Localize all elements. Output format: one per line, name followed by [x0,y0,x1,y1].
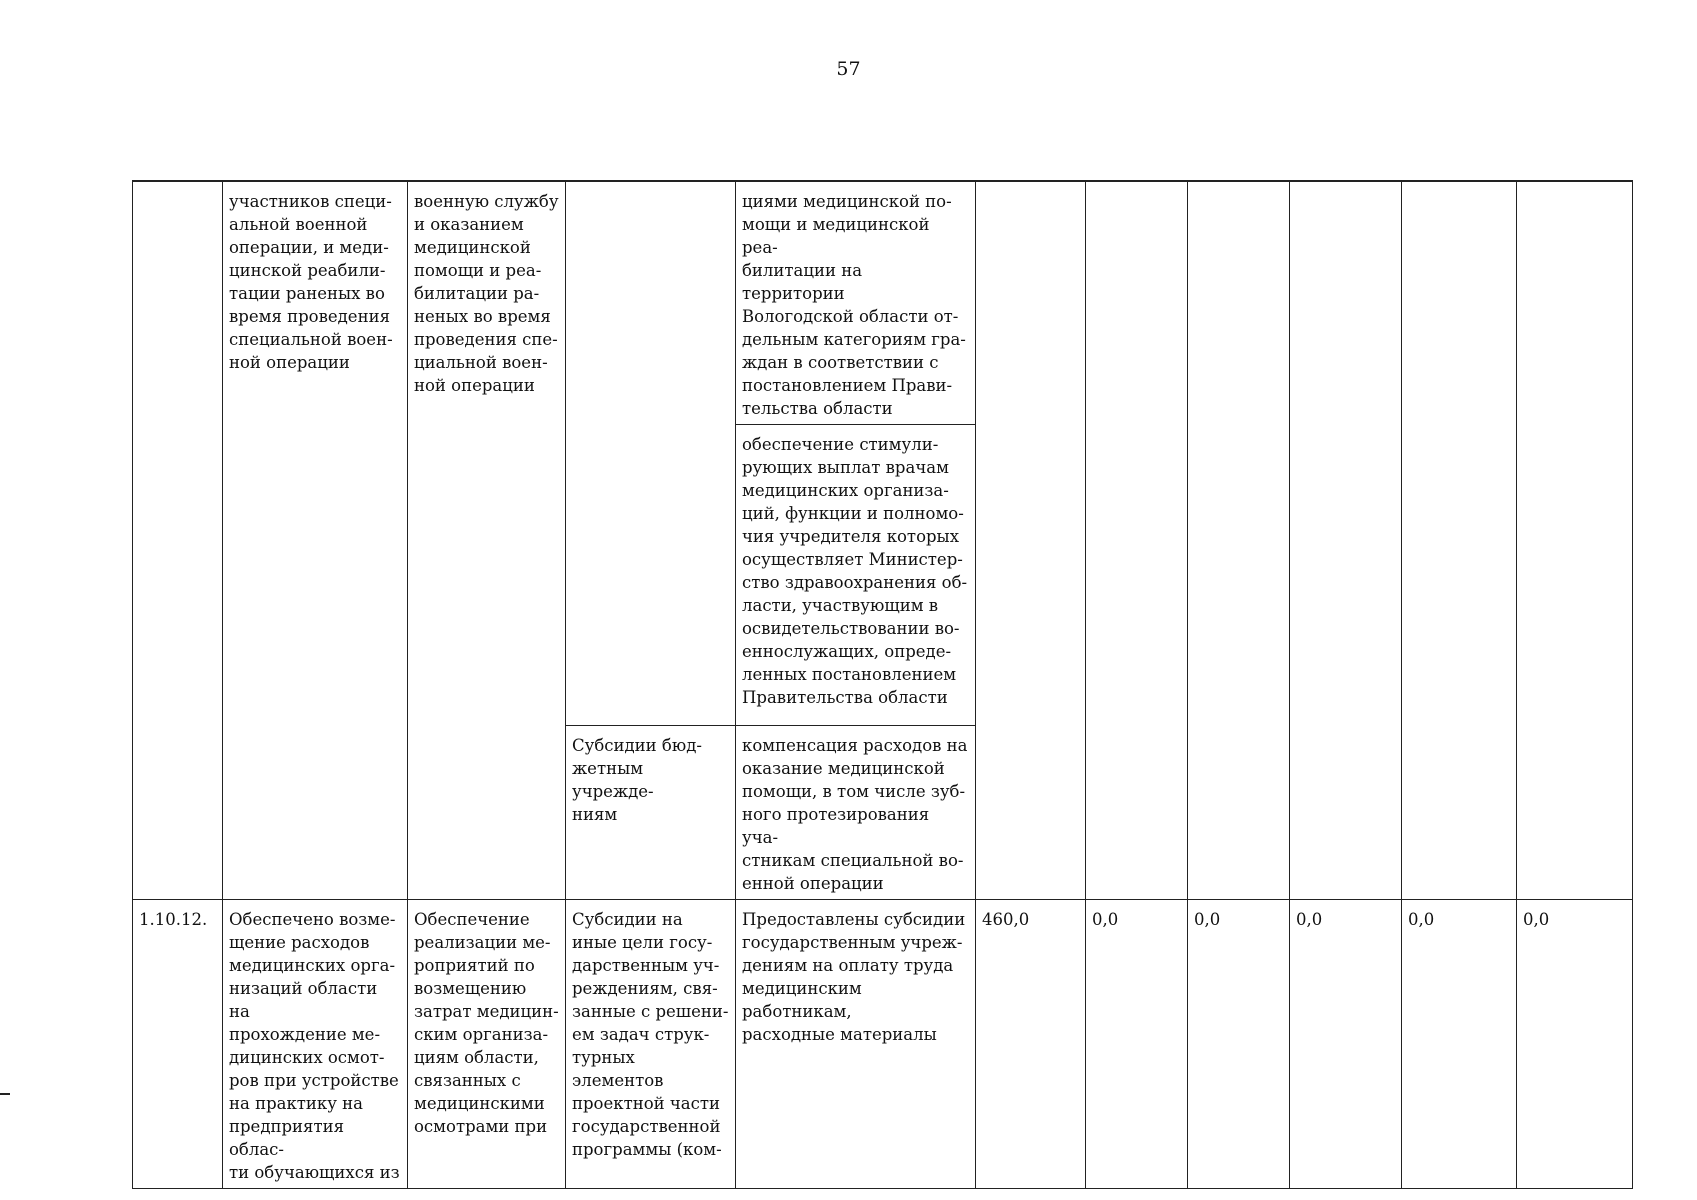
measure-cell: Обеспечение реализации ме- роприятий по возмещению затрат медицин- ским организа- циям области, связанных с медицинскими осмотрами при [408,900,566,1189]
value-cell: 0,0 [1086,900,1188,1189]
value-cell: 0,0 [1290,900,1402,1189]
row-number: 1.10.12. [133,900,223,1189]
result-cell: участников специ- альной военной операции, и меди- цинской реабили- тации раненых во время проведения специальной воен- ной операции [223,181,408,900]
description-cell: компенсация расходов на оказание медицинской помощи, в том числе зуб- ного протезирования уча- стникам специальной во- енной операции [736,726,976,900]
result-cell: Обеспечено возме- щение расходов медицинских орга- низаций области на прохождение ме- дицинских осмот- ров при устройстве на практику на предприятия облас- ти обучающихся из [223,900,408,1189]
type-cell: Субсидии бюд- жетным учрежде- ниям [566,726,736,900]
value-cell-empty [1188,181,1290,900]
value-cell-empty [976,181,1086,900]
value-cell: 460,0 [976,900,1086,1189]
value-cell-empty [1402,181,1517,900]
type-cell: Субсидии на иные цели госу- дарственным уч- реждениям, свя- занные с решени- ем задач струк- турных элементов проектной части государственной программы (ком- [566,900,736,1189]
value-cell-empty [1517,181,1633,900]
description-cell: обеспечение стимули- рующих выплат врачам медицинских организа- ций, функции и полномо- чия учредителя которых осуществляет Министер- ство здравоохранения об- ласти, участвующим в освидетельствовании во- еннослужащих, опреде- ленных постановлением Правительства области [736,425,976,726]
type-cell [566,181,736,726]
program-table [132,180,1633,1189]
description-cell: Предоставлены субсидии государственным учреж- дениям на оплату труда медицинским работникам, расходные материалы [736,900,976,1189]
page-number: 57 [836,58,861,80]
measure-cell: военную службу и оказанием медицинской помощи и реа- билитации ра- неных во время проведения спе- циальной воен- ной операции [408,181,566,900]
value-cell-empty [1086,181,1188,900]
value-cell-empty [1290,181,1402,900]
value-cell: 0,0 [1188,900,1290,1189]
number-cell-empty [133,181,223,900]
table-row-1-10-12 [133,900,1633,1189]
margin-dash [0,1093,10,1095]
value-cell: 0,0 [1402,900,1517,1189]
description-cell: циями медицинской по- мощи и медицинской реа- билитации на территории Вологодской области от- дельным категориям гра- ждан в соответствии с постановлением Прави- тельства области [736,181,976,425]
value-cell: 0,0 [1517,900,1633,1189]
continuation-row-1 [133,181,1633,425]
